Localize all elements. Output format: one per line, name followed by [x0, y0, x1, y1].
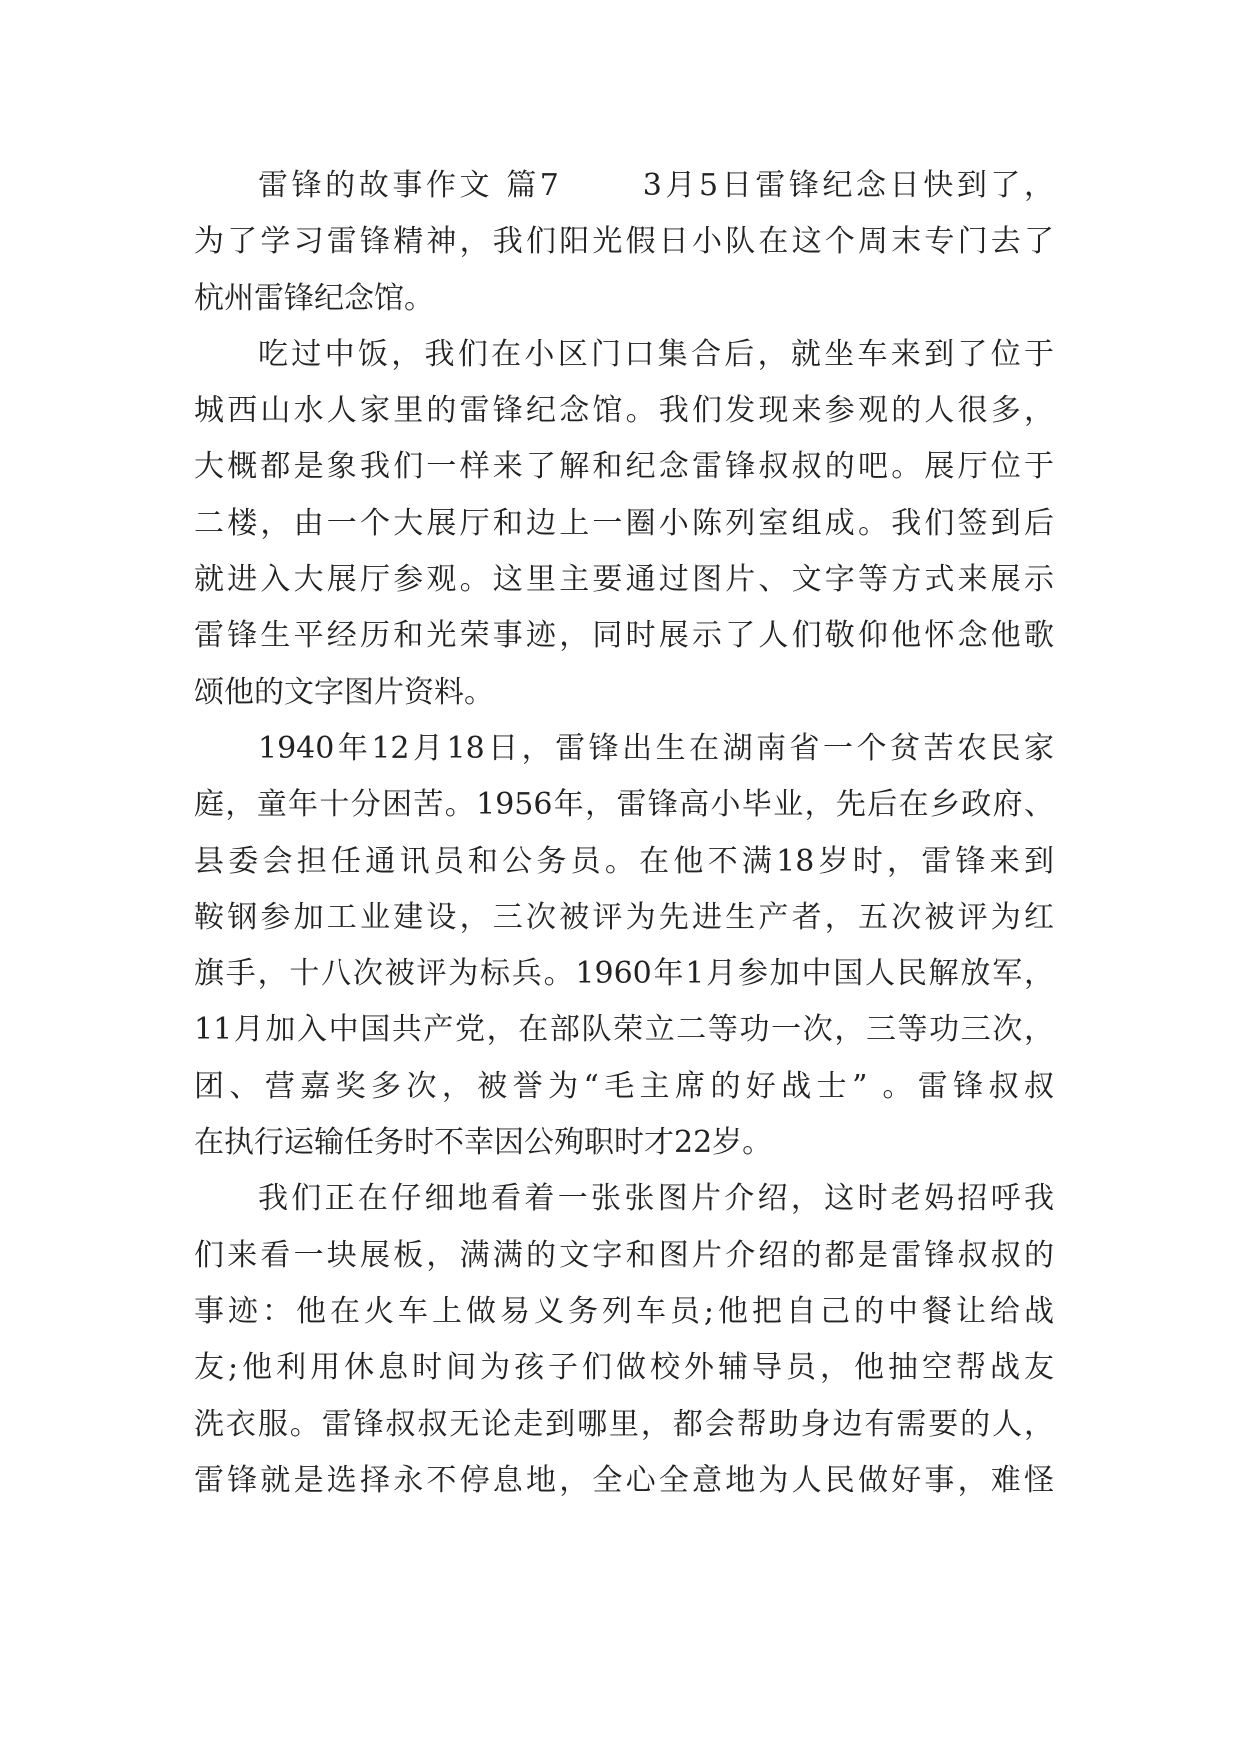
- text-line: 雷锋生平经历和光荣事迹，同时展示了人们敬仰他怀念他歌: [194, 618, 1054, 654]
- text-line: 县委会担任通讯员和公务员。在他不满18岁时，雷锋来到: [194, 843, 1054, 879]
- text-line: 事迹：他在火车上做易义务列车员;他把自己的中餐让给战: [194, 1293, 1054, 1329]
- text-line: 颂他的文字图片资料。: [194, 674, 494, 710]
- text-line: 雷锋就是选择永不停息地，全心全意地为人民做好事，难怪: [194, 1462, 1054, 1498]
- text-line: 大概都是象我们一样来了解和纪念雷锋叔叔的吧。展厅位于: [194, 449, 1054, 485]
- text-line: 在执行运输任务时不幸因公殉职时才22岁。: [194, 1125, 773, 1161]
- text-line: 城西山水人家里的雷锋纪念馆。我们发现来参观的人很多，: [194, 393, 1054, 429]
- text-line: 们来看一块展板，满满的文字和图片介绍的都是雷锋叔叔的: [194, 1237, 1054, 1273]
- text-line: 旗手，十八次被评为标兵。1960年1月参加中国人民解放军，: [194, 956, 1054, 992]
- document-body: [194, 158, 1054, 1509]
- text-line: 吃过中饭，我们在小区门口集合后，就坐车来到了位于: [258, 336, 1054, 372]
- text-line: 洗衣服。雷锋叔叔无论走到哪里，都会帮助身边有需要的人，: [194, 1406, 1054, 1442]
- text-line: 团、营嘉奖多次，被誉为“毛主席的好战士” 。雷锋叔叔: [194, 1068, 1054, 1104]
- text-line: 就进入大展厅参观。这里主要通过图片、文字等方式来展示: [194, 562, 1054, 598]
- text-line: 鞍钢参加工业建设，三次被评为先进生产者，五次被评为红: [194, 899, 1054, 935]
- text-line: 我们正在仔细地看着一张张图片介绍，这时老妈招呼我: [258, 1181, 1054, 1217]
- text-line: 庭，童年十分困苦。1956年，雷锋高小毕业，先后在乡政府、: [194, 787, 1054, 823]
- text-line: 11月加入中国共产党，在部队荣立二等功一次，三等功三次，: [194, 1012, 1054, 1048]
- text-line: 杭州雷锋纪念馆。: [194, 280, 434, 316]
- text-line: 为了学习雷锋精神，我们阳光假日小队在这个周末专门去了: [194, 224, 1054, 260]
- text-line: 1940年12月18日，雷锋出生在湖南省一个贫苦农民家: [258, 730, 1054, 766]
- text-line: 雷锋的故事作文 篇7 3月5日雷锋纪念日快到了，: [258, 168, 1054, 203]
- text-line: 二楼，由一个大展厅和边上一圈小陈列室组成。我们签到后: [194, 505, 1054, 541]
- text-line: 友;他利用休息时间为孩子们做校外辅导员，他抽空帮战友: [194, 1350, 1054, 1386]
